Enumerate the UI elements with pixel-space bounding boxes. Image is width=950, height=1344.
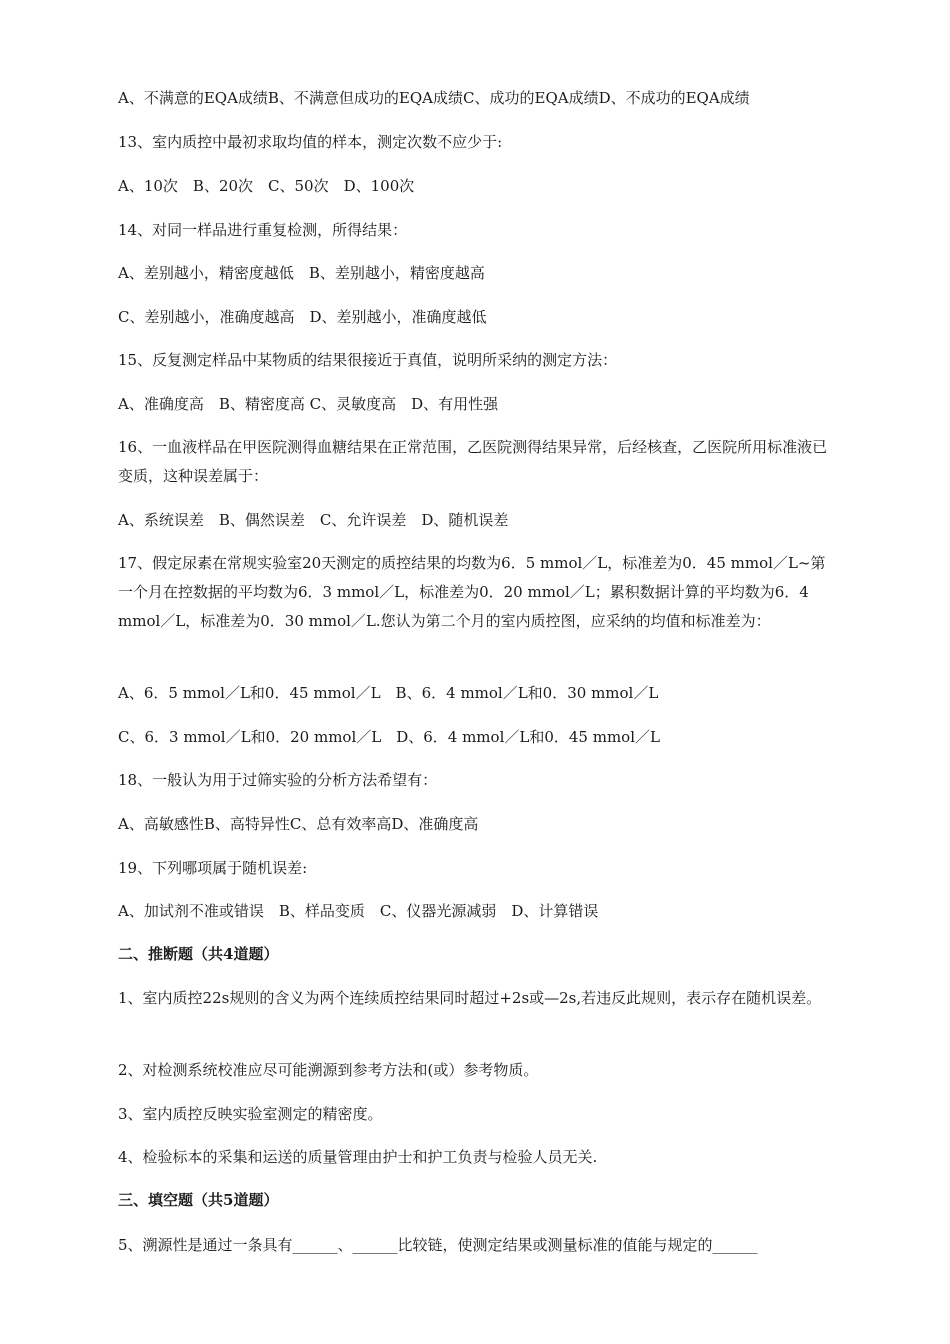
q16-options: A、系统误差 B、偶然误差 C、允许误差 D、随机误差 xyxy=(118,511,509,529)
q13-question: 13、室内质控中最初求取均值的样本，测定次数不应少于: xyxy=(118,133,503,151)
q17-question: 17、假定尿素在常规实验室20天测定的质控结果的均数为6．5 mmol／L，标准差为0．45 mmol／L~第一个月在控数据的平均数为6．3 mmol／L，标准差为0．20 mmol／L；累积数据计算的平均数为6．4 mmol／L，标准差为0．30 mmol／L.您认为第二个月的室内质控图，应采纳的均值和标准差为： xyxy=(118,554,826,630)
q18-options: A、高敏感性B、高特异性C、总有效率高D、准确度高 xyxy=(118,815,479,833)
q16-question: 16、一血液样品在甲医院测得血糖结果在正常范围，乙医院测得结果异常，后经核查，乙医院所用标准液已变质，这种误差属于： xyxy=(118,438,828,485)
section-heading-fill-blank: 三、填空题（共5道题） xyxy=(118,1191,279,1209)
judgement-item-4: 4、检验标本的采集和运送的质量管理由护士和护工负责与检验人员无关. xyxy=(118,1148,598,1166)
q14-question: 14、对同一样品进行重复检测，所得结果： xyxy=(118,221,408,239)
q19-options: A、加试剂不准或错误 B、样品变质 C、仪器光源减弱 D、计算错误 xyxy=(118,902,599,920)
q18-question: 18、一般认为用于过筛实验的分析方法希望有： xyxy=(118,771,438,789)
q15-question: 15、反复测定样品中某物质的结果很接近于真值，说明所采纳的测定方法： xyxy=(118,351,618,369)
q14-options-ab: A、差别越小，精密度越低 B、差别越小，精密度越高 xyxy=(118,264,485,282)
q12-options: A、不满意的EQA成绩B、不满意但成功的EQA成绩C、成功的EQA成绩D、不成功的EQA成绩 xyxy=(118,89,750,107)
fill-blank-item-5: 5、溯源性是通过一条具有______、______比较链，使测定结果或测量标准的值能与规定的______ xyxy=(118,1236,758,1254)
q13-options: A、10次 B、20次 C、50次 D、100次 xyxy=(118,177,415,195)
q17-options-cd: C、6．3 mmol／L和0．20 mmol／L D、6．4 mmol／L和0．45 mmol／L xyxy=(118,728,660,746)
judgement-item-2: 2、对检测系统校准应尽可能溯源到参考方法和(或）参考物质。 xyxy=(118,1061,539,1079)
q14-options-cd: C、差别越小，准确度越高 D、差别越小，准确度越低 xyxy=(118,308,487,326)
q19-question: 19、下列哪项属于随机误差: xyxy=(118,859,308,877)
judgement-item-3: 3、室内质控反映实验室测定的精密度。 xyxy=(118,1105,383,1123)
q15-options: A、准确度高 B、精密度高 C、灵敏度高 D、有用性强 xyxy=(118,395,499,413)
judgement-item-1: 1、室内质控22s规则的含义为两个连续质控结果同时超过+2s或—2s,若违反此规则，表示存在随机误差。 xyxy=(118,989,822,1007)
q17-options-ab: A、6．5 mmol／L和0．45 mmol／L B、6．4 mmol／L和0．30 mmol／L xyxy=(118,684,659,702)
section-heading-judgement: 二、推断题（共4道题） xyxy=(118,945,279,963)
